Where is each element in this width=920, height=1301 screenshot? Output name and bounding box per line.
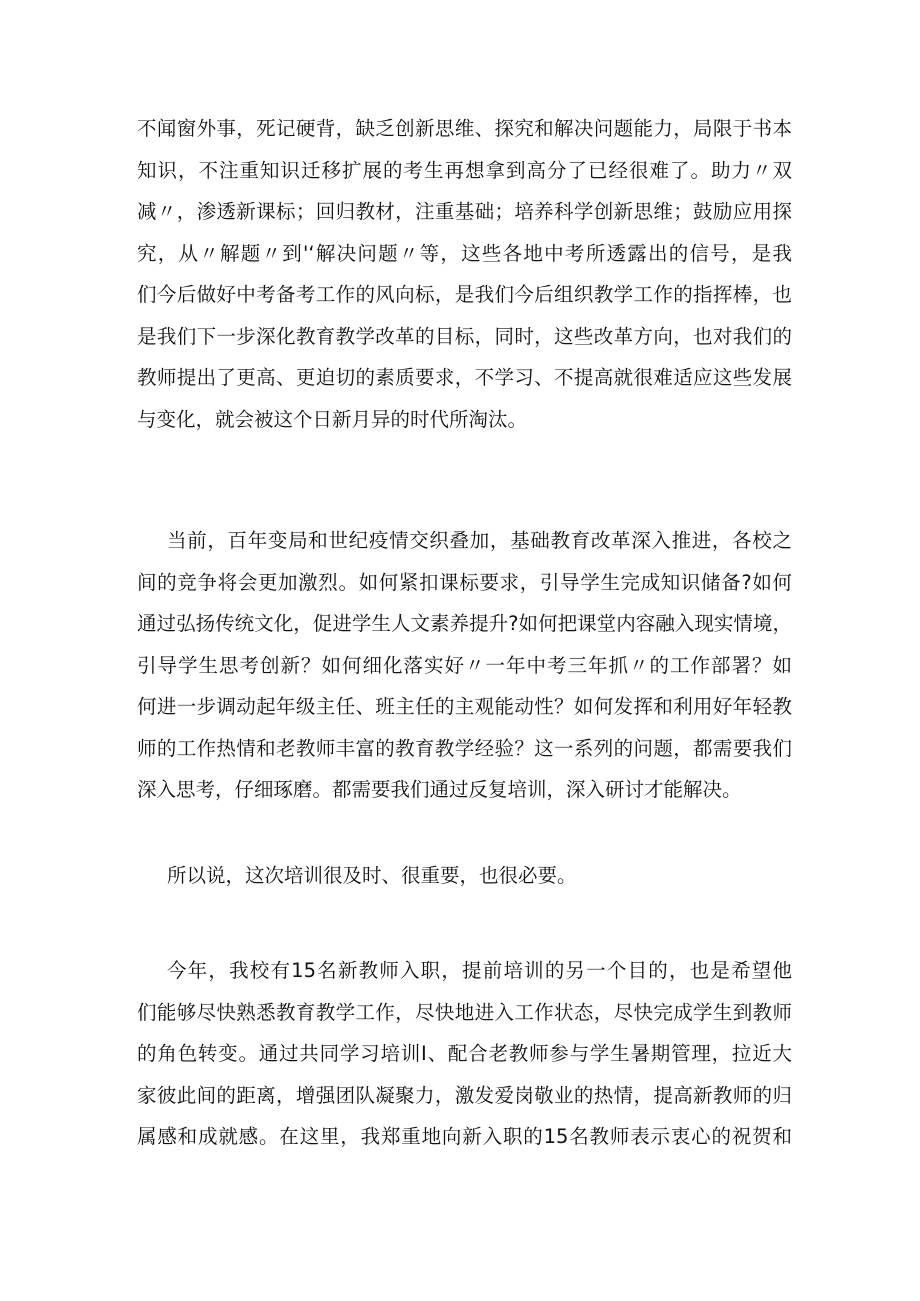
- text-line: 究，从〃解题〃到'‘解决问题〃等，这些各地中考所透露出的信号，是我: [137, 241, 792, 265]
- text-line: 的角色转变。通过共同学习培训I、配合老教师参与学生暑期管理，拉近大: [137, 1042, 792, 1065]
- text-line: 师的工作热情和老教师丰富的教育教学经验？这一系列的问题，都需要我们: [137, 736, 792, 760]
- text-line: 引导学生思考创新？如何细化落实好〃一年中考三年抓〃的工作部署？如: [137, 653, 792, 677]
- text-line: 知识，不注重知识迁移扩展的考生再想拿到高分了已经很难了。助力〃双: [137, 158, 792, 182]
- text-line: 不闻窗外事，死记硬背，缺乏创新思维、探究和解决问题能力，局限于书本: [137, 117, 792, 140]
- paragraph-1: [137, 108, 792, 440]
- text-line: 们能够尽快熟悉教育教学工作，尽快地进入工作状态，尽快完成学生到教师: [137, 1000, 792, 1024]
- paragraph-2: [137, 520, 792, 811]
- text-line: 间的竞争将会更加激烈。如何紧扣课标要求，引导学生完成知识储备?如何: [137, 570, 792, 594]
- text-line: 家彼此间的距离，增强团队凝聚力，激发爱岗敬业的热情，提高新教师的归: [137, 1083, 792, 1107]
- text-line: 何进一步调动起年级主任、班主任的主观能动性？如何发挥和利用好年轻教: [137, 695, 792, 718]
- text-line: 所以说，这次培训很及时、很重要，也很必要。: [167, 864, 577, 887]
- text-line: 今年，我校有15名新教师入职，提前培训的另一个目的，也是希望他: [167, 959, 792, 982]
- text-line: 当前，百年变局和世纪疫情交织叠加，基础教育改革深入推进，各校之: [167, 529, 792, 552]
- text-line: 教师提出了更高、更迫切的素质要求，不学习、不提高就很难适应这些发展: [137, 366, 792, 389]
- text-line: 是我们下一步深化教育教学改革的目标，同时，这些改革方向，也对我们的: [137, 324, 792, 348]
- paragraph-3: [137, 855, 792, 897]
- text-line: 们今后做好中考备考工作的风向标，是我们今后组织教学工作的指挥棒，也: [137, 283, 792, 306]
- text-line: 深入思考，仔细琢磨。都需要我们通过反复培训，深入研讨才能解决。: [137, 778, 742, 801]
- text-line: 属感和成就感。在这里，我郑重地向新入职的15名教师表示衷心的祝贺和: [137, 1125, 792, 1148]
- paragraph-4: [137, 950, 792, 1158]
- text-line: 通过弘扬传统文化，促进学生人文素养提升?如何把课堂内容融入现实情境，: [137, 612, 792, 635]
- text-line: 减〃，渗透新课标；回归教材，注重基础；培养科学创新思维；鼓励应用探: [137, 200, 792, 223]
- text-line: 与变化，就会被这个日新月异的时代所淘汰。: [137, 407, 528, 431]
